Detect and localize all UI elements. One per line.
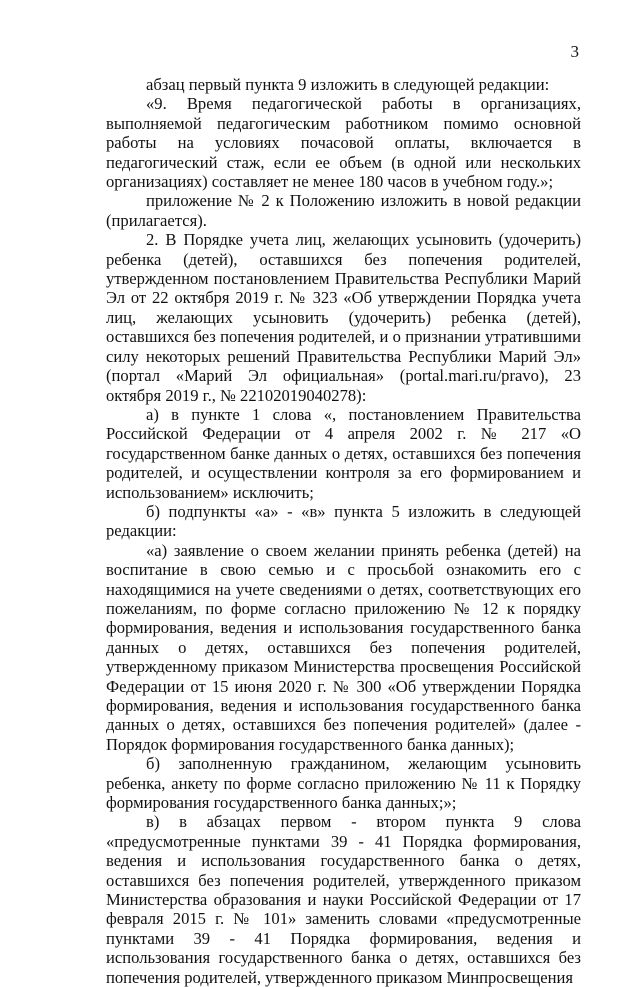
page-number: 3 [570, 42, 579, 61]
paragraph-5: а) в пункте 1 слова «, постановлением Правительства Российской Федерации от 4 апреля 2002 г. № 217 «О государственном банке данных о детях, оставшихся без попечения родителей, и осуществлении контроля за его формированием и использованием» исключить; [106, 404, 581, 502]
paragraph-3: приложение № 2 к Положению изложить в новой редакции (прилагается). [106, 191, 581, 230]
paragraph-4: 2. В Порядке учета лиц, желающих усыновить (удочерить) ребенка (детей), оставшихся без попечения родителей, утвержденном постановлением Правительства Республики Марий Эл от 22 октября 2019 г. № 323 «Об утверждении Порядка учета лиц, желающих усыновить (удочерить) ребенка (детей), оставшихся без попечения родителей, и о признании утратившими силу некоторых решений Правительства Республики Марий Эл» (портал «Марий Эл официальная» (portal.mari.ru/pravo), 23 октября 2019 г., № 22102019040278): [106, 230, 581, 405]
paragraph-1: абзац первый пункта 9 изложить в следующей редакции: [146, 75, 550, 94]
paragraph-8: б) заполненную гражданином, желающим усыновить ребенка, анкету по форме согласно приложению № 11 к Порядку формирования государственного банка данных;»; [106, 754, 581, 813]
paragraph-9: в) в абзацах первом - втором пункта 9 слова «предусмотренные пунктами 39 - 41 Порядка формирования, ведения и использования государственного банка о детях, оставшихся без попечения родителей, утвержденного приказом Министерства образования и науки Российской Федерации от 17 февраля 2015 г. № 101» заменить словами «предусмотренные пунктами 39 - 41 Порядка формирования, ведения и использования государственного банка о детях, оставшихся без попечения родителей, утвержденного приказом Минпросвещения [106, 812, 581, 987]
paragraph-6: б) подпункты «а» - «в» пункта 5 изложить в следующей редакции: [106, 501, 581, 541]
document-body [106, 75, 581, 987]
paragraph-2: «9. Время педагогической работы в организациях, выполняемой педагогическим работником помимо основной работы на условиях почасовой оплаты, включается в педагогический стаж, если ее объем (в одной или нескольких организациях) составляет не менее 180 часов в учебном году.»; [106, 94, 581, 192]
paragraph-7: «а) заявление о своем желании принять ребенка (детей) на воспитание в свою семью и с просьбой ознакомить его с находящимися на учете сведениями о детях, соответствующих его пожеланиям, по форме согласно приложению № 12 к порядку формирования, ведения и использования государственного банка данных о детях, оставшихся без попечения родителей, утвержденному приказом Министерства просвещения Российской Федерации от 15 июня 2020 г. № 300 «Об утверждении Порядка формирования, ведения и использования государственного банка данных о детях, оставшихся без попечения родителей» (далее - Порядок формирования государственного банка данных); [106, 540, 581, 754]
